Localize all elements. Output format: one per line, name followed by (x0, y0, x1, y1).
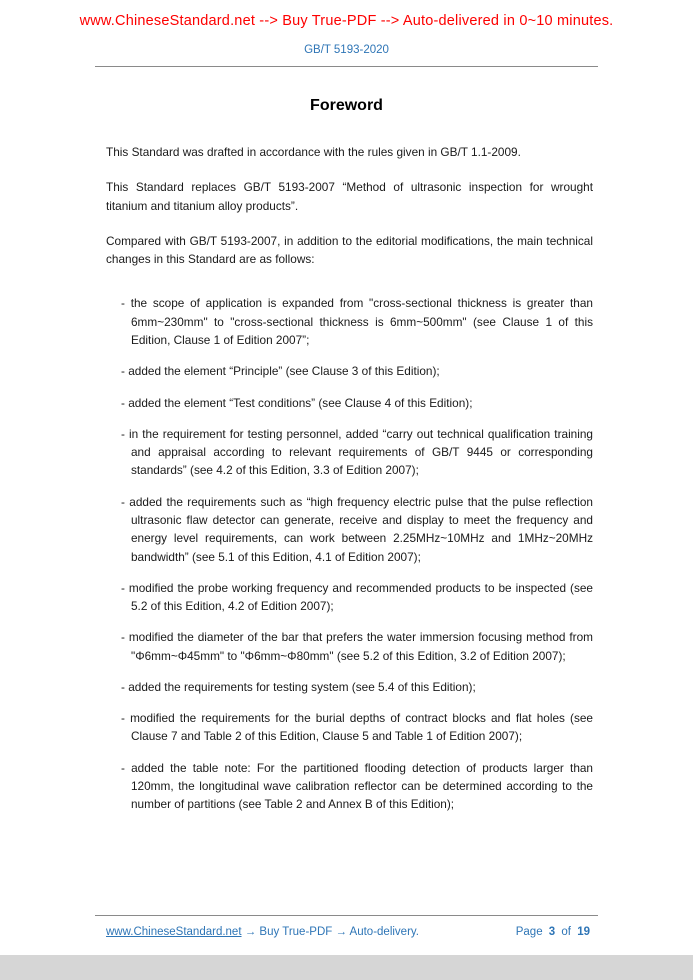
footer (0, 905, 693, 938)
doc-code: GB/T 5193-2020 (304, 44, 389, 56)
list-item: - in the requirement for testing personnel, added “carry out technical qualification training and appraisal according to relevant requirements of GB/T 9445 or corresponding standards” (see 4.2 of this Edition, 3.3 of Edition 2007); (121, 426, 593, 478)
paragraph: Compared with GB/T 5193-2007, in addition to the editorial modifications, the main technical changes in this Standard are as follows: (106, 233, 593, 267)
footer-left (106, 926, 419, 938)
page-indicator (513, 926, 590, 938)
page-title: Foreword (310, 97, 383, 114)
footer-divider (95, 915, 598, 916)
list-item: - the scope of application is expanded from "cross-sectional thickness is greater than 6mm~230mm" to "cross-sectional thickness is 6mm~500mm" (see Clause 1 of this Edition, Clause 1 of Edition 2007”; (121, 296, 593, 347)
list-item: - modified the probe working frequency and recommended products to be inspected (see 5.2 of this Edition, 4.2 of Edition 2007); (121, 580, 593, 614)
header-divider (95, 66, 598, 67)
changes-list (106, 294, 593, 813)
footer-row (106, 926, 590, 938)
header-banner: www.ChineseStandard.net --> Buy True-PDF --> Auto-delivered in 0~10 minutes. (79, 13, 614, 29)
list-item: - modified the requirements for the burial depths of contract blocks and flat holes (see Clause 7 and Table 2 of this Edition, Clause 5 and Table 1 of Edition 2007); (121, 711, 593, 744)
page-number: 3 (548, 926, 556, 938)
list-item: - added the table note: For the partitioned flooding detection of products larger than 120mm, the longitudinal wave calibration reflector can be determined according to the number of partitions (see Table 2 and Annex B of this Edition); (121, 760, 593, 812)
list-item: - added the element “Test conditions” (see Clause 4 of this Edition); (121, 395, 473, 410)
paragraph: This Standard was drafted in accordance with the rules given in GB/T 1.1-2009. (106, 145, 521, 159)
list-item: - added the requirements for testing system (see 5.4 of this Edition); (121, 679, 476, 694)
footer-tagline: → Buy True-PDF → Auto-delivery. (244, 926, 419, 938)
footer-site-link[interactable]: www.ChineseStandard.net (106, 926, 242, 938)
document-body (106, 143, 593, 814)
page-label: Page (515, 926, 543, 938)
list-item: - added the requirements such as “high frequency electric pulse that the pulse reflection ultrasonic flaw detector can generate, receive and display to meet the frequency and energy level requirements, can work between 2.25MHz~10MHz and 1MHz~20MHz bandwidth” (see 5.1 of this Edition, 4.1 of Edition 2007); (121, 494, 593, 564)
page-total: 19 (577, 926, 590, 938)
bottom-band (0, 955, 693, 980)
of-label: of (561, 926, 571, 938)
list-item: - added the element “Principle” (see Clause 3 of this Edition); (121, 364, 440, 379)
list-item: - modified the diameter of the bar that prefers the water immersion focusing method from "Φ6mm~Φ45mm" to "Φ6mm~Φ80mm" (see 5.2 of this Edition, 3.2 of Edition 2007); (121, 630, 593, 663)
paragraph: This Standard replaces GB/T 5193-2007 “Method of ultrasonic inspection for wrought titanium and titanium alloy products”. (106, 180, 593, 213)
